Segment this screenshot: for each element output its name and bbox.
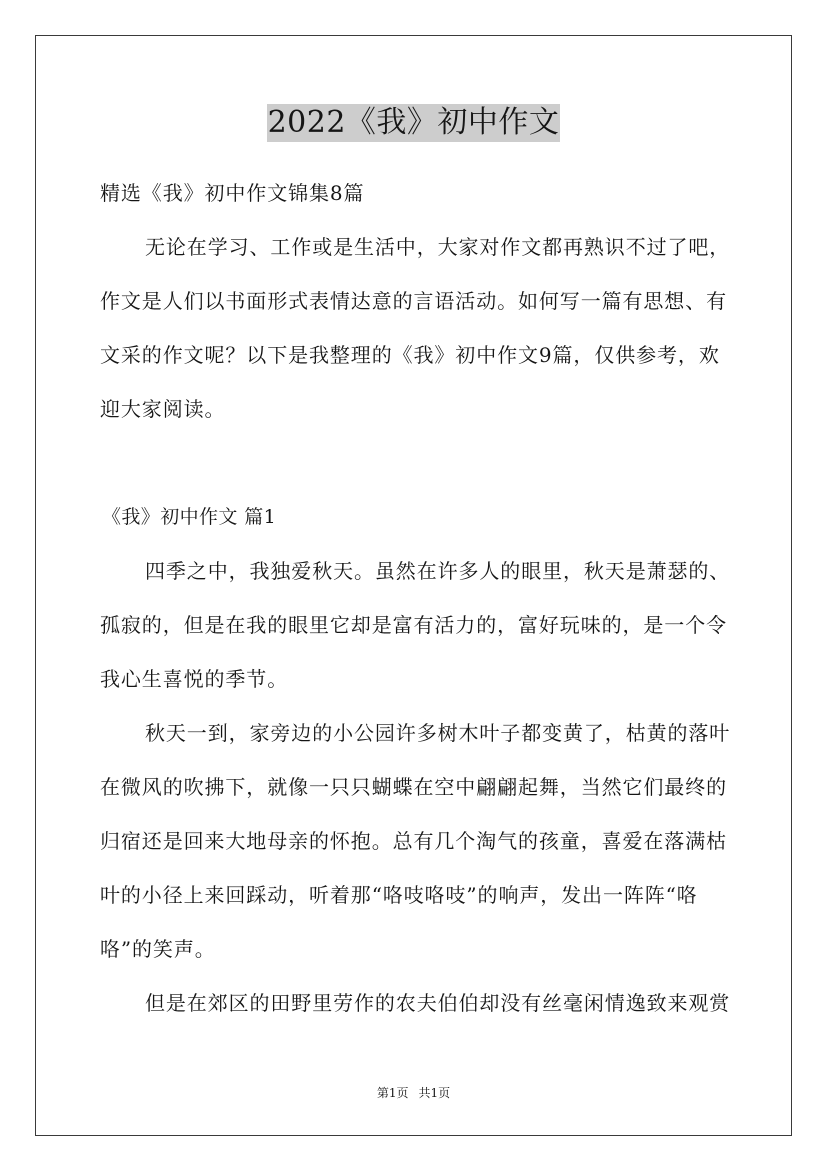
body-paragraph <box>100 706 740 976</box>
paragraph-line: 咯”的笑声。 <box>100 937 216 961</box>
paragraph-line: 迎大家阅读。 <box>100 397 226 421</box>
paragraph-line: 秋天一到，家旁边的小公园许多树木叶子都变黄了，枯黄的落叶 <box>145 721 731 745</box>
paragraph-line: 无论在学习、工作或是生活中，大家对作文都再熟识不过了吧， <box>145 235 731 259</box>
paragraph-line: 叶的小径上来回踩动，听着那“咯吱咯吱”的响声，发出一阵阵“咯 <box>100 883 698 907</box>
page-total: 共1页 <box>418 1086 451 1100</box>
paragraph-line: 归宿还是回来大地母亲的怀抱。总有几个淘气的孩童，喜爱在落满枯 <box>100 829 727 853</box>
blank-line <box>100 436 740 490</box>
paragraph-line: 在微风的吹拂下，就像一只只蝴蝶在空中翩翩起舞，当然它们最终的 <box>100 775 727 799</box>
page-number: 第1页 <box>376 1086 409 1100</box>
section-heading: 《我》初中作文 篇1 <box>102 506 277 528</box>
paragraph-line: 我心生喜悦的季节。 <box>100 667 289 691</box>
page-footer <box>0 1083 827 1103</box>
document-body <box>100 166 740 1030</box>
paragraph-line: 四季之中，我独爱秋天。虽然在许多人的眼里，秋天是萧瑟的、 <box>145 559 731 583</box>
paragraph-line: 但是在郊区的田野里劳作的农夫伯伯却没有丝毫闲情逸致来观赏 <box>145 991 731 1015</box>
body-paragraph <box>100 976 740 1030</box>
title-container <box>0 104 827 142</box>
body-paragraph <box>100 544 740 706</box>
paragraph-line: 作文是人们以书面形式表情达意的言语活动。如何写一篇有思想、有 <box>100 289 727 313</box>
document-title: 2022《我》初中作文 <box>267 105 560 140</box>
paragraph-line: 孤寂的，但是在我的眼里它却是富有活力的，富好玩味的，是一个令 <box>100 613 727 637</box>
document-subtitle: 精选《我》初中作文锦集8篇 <box>100 181 365 205</box>
intro-paragraph <box>100 220 740 436</box>
paragraph-line: 文采的作文呢？以下是我整理的《我》初中作文9篇，仅供参考，欢 <box>100 343 720 367</box>
